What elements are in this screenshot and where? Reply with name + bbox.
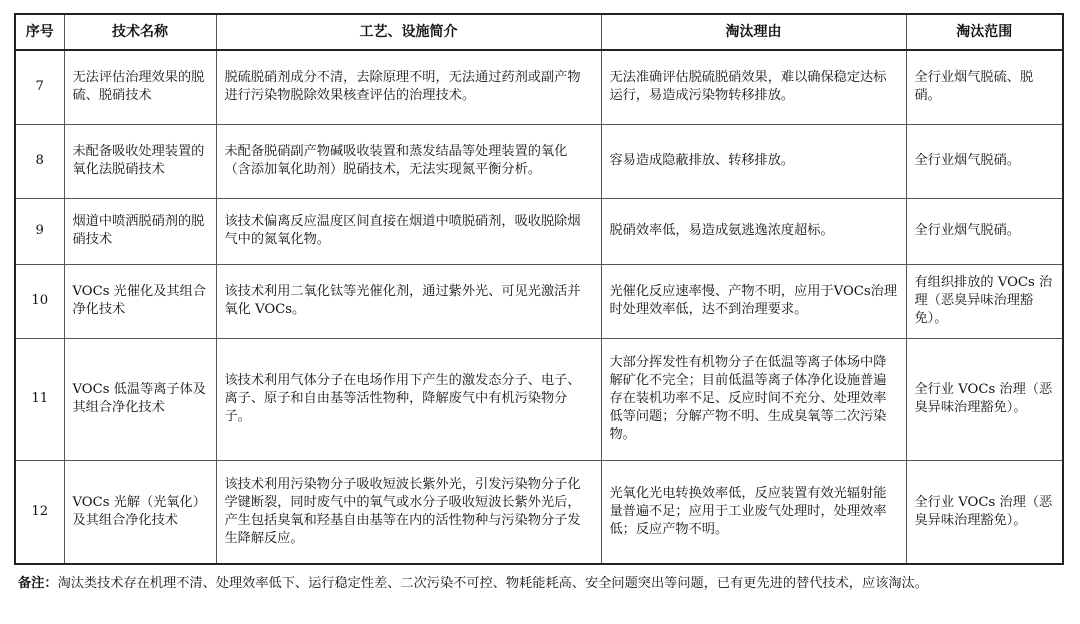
row-reason: 容易造成隐蔽排放、转移排放。 [601,124,906,198]
table-row [15,198,1063,264]
table-header-row [15,14,1063,50]
table-row [15,264,1063,338]
phase-out-technology-table [14,13,1064,565]
row-intro: 该技术利用气体分子在电场作用下产生的激发态分子、电子、离子、原子和自由基等活性物种，降解废气中有机污染物分子。 [216,338,601,460]
footnote [18,574,1062,594]
row-scope: 全行业 VOCs 治理（恶臭异味治理豁免）。 [906,338,1063,460]
row-scope: 全行业烟气脱硫、脱硝。 [906,50,1063,124]
row-no: 12 [15,460,64,564]
row-name: VOCs 光解（光氧化）及其组合净化技术 [64,460,216,564]
row-reason: 光催化反应速率慢、产物不明，应用于VOCs治理时处理效率低，达不到治理要求。 [601,264,906,338]
row-name: VOCs 低温等离子体及其组合净化技术 [64,338,216,460]
row-name: 烟道中喷洒脱硝剂的脱硝技术 [64,198,216,264]
row-scope: 全行业 VOCs 治理（恶臭异味治理豁免）。 [906,460,1063,564]
row-name: 未配备吸收处理装置的氧化法脱硝技术 [64,124,216,198]
header-name: 技术名称 [64,14,216,50]
row-intro: 该技术偏离反应温度区间直接在烟道中喷脱硝剂，吸收脱除烟气中的氮氧化物。 [216,198,601,264]
header-scope: 淘汰范围 [906,14,1063,50]
row-reason: 大部分挥发性有机物分子在低温等离子体场中降解矿化不完全；目前低温等离子体净化设施普遍存在装机功率不足、反应时间不充分、处理效率低等问题；分解产物不明、生成臭氧等二次污染物。 [601,338,906,460]
row-reason: 无法准确评估脱硫脱硝效果，难以确保稳定达标运行，易造成污染物转移排放。 [601,50,906,124]
table-row [15,50,1063,124]
footnote-text: 淘汰类技术存在机理不清、处理效率低下、运行稳定性差、二次污染不可控、物耗能耗高、安全问题突出等问题，已有更先进的替代技术，应该淘汰。 [57,576,928,591]
footnote-label: 备注： [18,576,58,591]
row-no: 11 [15,338,64,460]
row-no: 7 [15,50,64,124]
row-no: 9 [15,198,64,264]
header-no: 序号 [15,14,64,50]
row-scope: 全行业烟气脱硝。 [906,124,1063,198]
table-row [15,124,1063,198]
row-intro: 该技术利用二氧化钛等光催化剂，通过紫外光、可见光激活并氧化 VOCs。 [216,264,601,338]
header-intro: 工艺、设施简介 [216,14,601,50]
row-scope: 有组织排放的 VOCs 治理（恶臭异味治理豁免）。 [906,264,1063,338]
row-intro: 脱硫脱硝剂成分不清，去除原理不明，无法通过药剂或副产物进行污染物脱除效果核查评估的治理技术。 [216,50,601,124]
row-no: 8 [15,124,64,198]
table-row [15,460,1063,564]
row-intro: 未配备脱硝副产物碱吸收装置和蒸发结晶等处理装置的氧化（含添加氧化助剂）脱硝技术，无法实现氮平衡分析。 [216,124,601,198]
table-container [14,13,1062,565]
row-name: VOCs 光催化及其组合净化技术 [64,264,216,338]
row-reason: 光氧化光电转换效率低，反应装置有效光辐射能量普遍不足；应用于工业废气处理时，处理效率低；反应产物不明。 [601,460,906,564]
row-reason: 脱硝效率低，易造成氨逃逸浓度超标。 [601,198,906,264]
row-intro: 该技术利用污染物分子吸收短波长紫外光，引发污染物分子化学键断裂，同时废气中的氧气或水分子吸收短波长紫外光后，产生包括臭氧和羟基自由基等在内的活性物种与污染物分子发生降解反应。 [216,460,601,564]
row-scope: 全行业烟气脱硝。 [906,198,1063,264]
table-row [15,338,1063,460]
header-reason: 淘汰理由 [601,14,906,50]
row-name: 无法评估治理效果的脱硫、脱硝技术 [64,50,216,124]
row-no: 10 [15,264,64,338]
